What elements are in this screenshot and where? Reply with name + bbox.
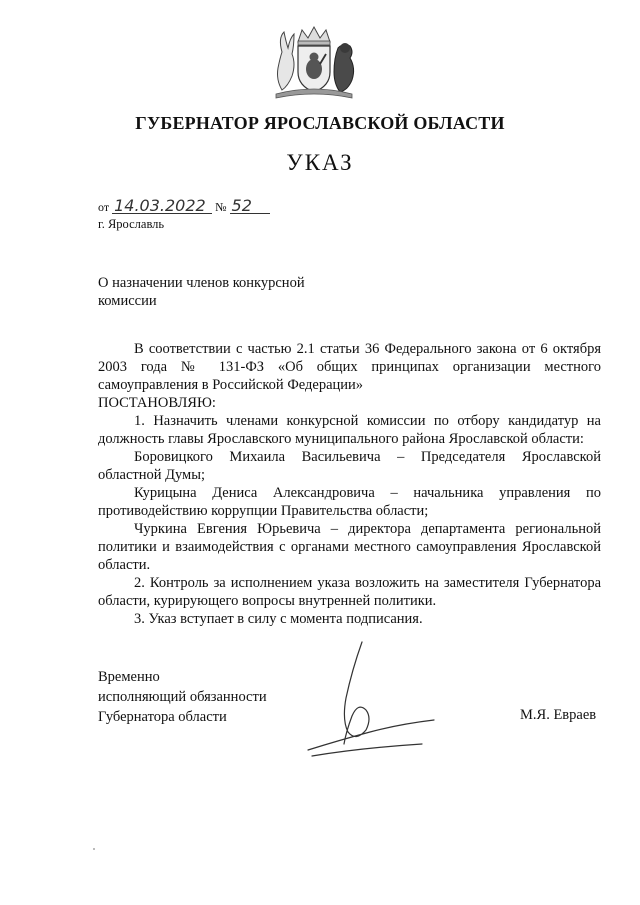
subject-line: комиссии: [98, 293, 157, 309]
item-2-paragraph: 2. Контроль за исполнением указа возложить на заместителя Губернатора области, курирующего вопросы внутренней политики.: [98, 575, 601, 609]
organization-title: ГУБЕРНАТОР ЯРОСЛАВСКОЙ ОБЛАСТИ: [135, 113, 505, 133]
coat-of-arms-emblem: [268, 24, 360, 102]
position-line: Временно: [98, 669, 160, 685]
handwritten-number: 52: [230, 198, 270, 214]
member-2-paragraph: Курицына Дениса Александровича – начальника управления по противодействию коррупции Правительства области;: [98, 485, 601, 519]
scan-speck: [93, 848, 95, 850]
item-3-paragraph: 3. Указ вступает в силу с момента подписания.: [134, 611, 423, 627]
handwritten-date: 14.03.2022: [112, 198, 212, 214]
document-body: [98, 340, 601, 628]
date-prefix: от: [98, 200, 110, 214]
document-type-title: УКАЗ: [286, 150, 354, 175]
signatory-name: М.Я. Евраев: [520, 707, 597, 723]
handwritten-signature: [300, 640, 440, 760]
city-label: г. Ярославль: [98, 217, 165, 231]
date-number-line: [98, 198, 270, 215]
signatory-position: [98, 667, 267, 727]
subject-line: О назначении членов конкурсной: [98, 275, 305, 291]
document-subject: [98, 274, 358, 310]
member-3-paragraph: Чуркина Евгения Юрьевича – директора департамента региональной политики и взаимодействия с органами местного самоуправления Ярославской области.: [98, 521, 601, 573]
preamble-paragraph: В соответствии с частью 2.1 статьи 36 Федерального закона от 6 октября 2003 года № 131-ФЗ «Об общих принципах организации местного самоуправления в Российской Федерации»: [98, 341, 601, 393]
item-1-paragraph: 1. Назначить членами конкурсной комиссии по отбору кандидатур на должность главы Ярославского муниципального района Ярославской области:: [98, 413, 601, 447]
decree-word: ПОСТАНОВЛЯЮ:: [98, 395, 216, 411]
member-1-paragraph: Боровицкого Михаила Васильевича – Председателя Ярославской областной Думы;: [98, 449, 601, 483]
position-line: Губернатора области: [98, 709, 227, 725]
number-sign: №: [215, 200, 227, 214]
position-line: исполняющий обязанности: [98, 689, 267, 705]
